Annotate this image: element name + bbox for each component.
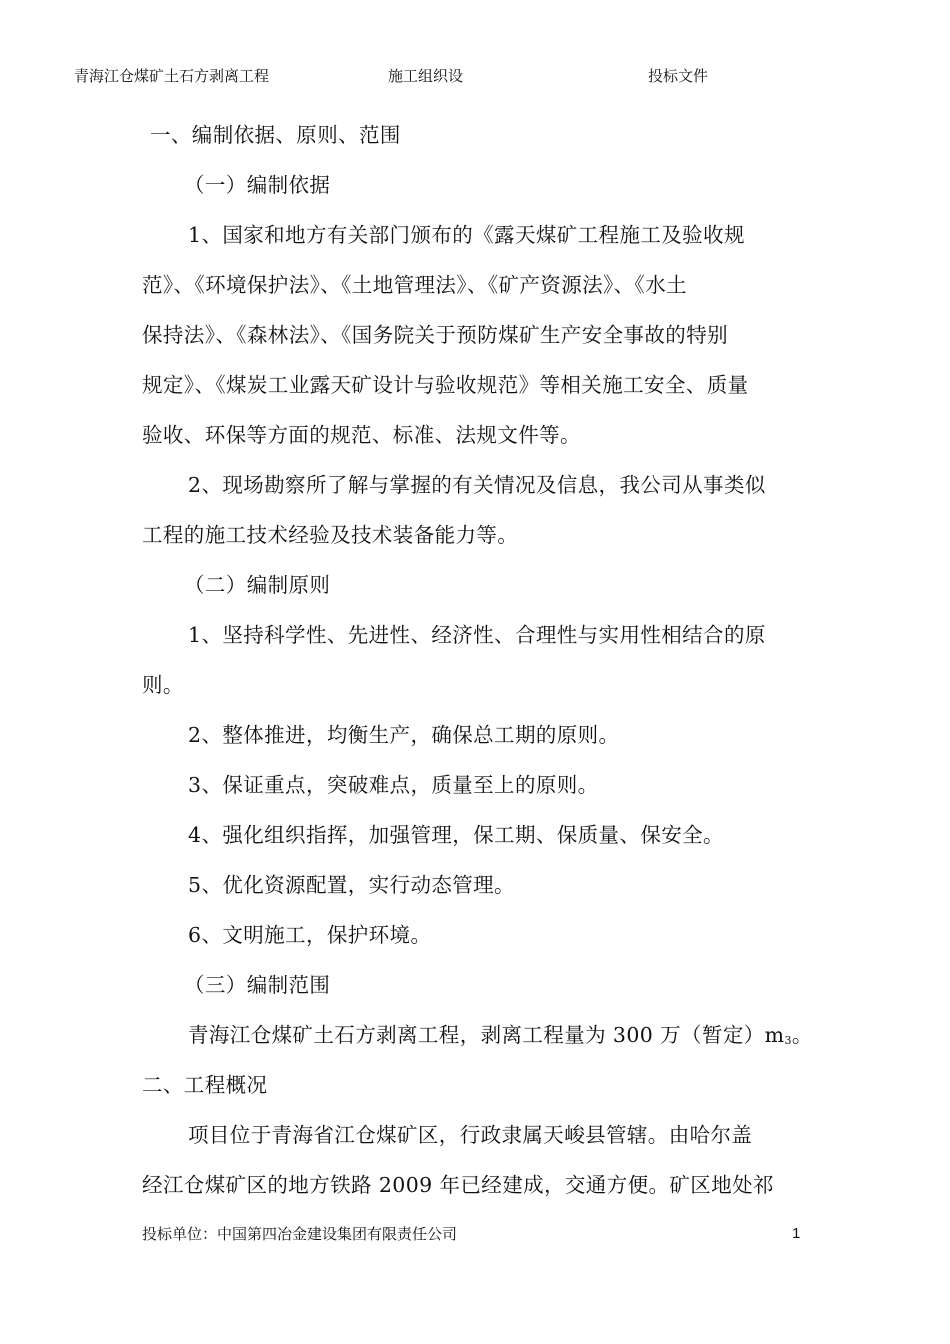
list-item: 4、强化组织指挥，加强管理，保工期、保质量、保安全。	[188, 823, 724, 847]
heading-1: 一、编制依据、原则、范围	[150, 123, 401, 147]
page-number: 1	[792, 1225, 801, 1242]
header-document-type: 投标文件	[648, 67, 709, 85]
section-title-principles: （二）编制原则	[184, 573, 331, 597]
paragraph-line: 2、现场勘察所了解与掌握的有关情况及信息，我公司从事类似	[188, 473, 766, 497]
section-title-scope: （三）编制范围	[184, 973, 331, 997]
paragraph-line: 项目位于青海省江仓煤矿区，行政隶属天峻县管辖。由哈尔盖	[188, 1123, 753, 1147]
list-item: 1、坚持科学性、先进性、经济性、合理性与实用性相结合的原	[188, 623, 766, 647]
list-item: 则。	[142, 673, 184, 697]
header-section-name: 施工组织设	[388, 67, 464, 85]
paragraph-line: 验收、环保等方面的规范、标准、法规文件等。	[142, 423, 581, 447]
paragraph-line: 保持法》、《森林法》、《国务院关于预防煤矿生产安全事故的特别	[142, 323, 728, 347]
footer-bidder: 投标单位：中国第四冶金建设集团有限责任公司	[142, 1225, 458, 1243]
list-item: 5、优化资源配置，实行动态管理。	[188, 873, 515, 897]
heading-2: 二、工程概况	[142, 1073, 268, 1097]
scope-end: 。	[791, 1023, 813, 1047]
list-item: 3、保证重点，突破难点，质量至上的原则。	[188, 773, 599, 797]
scope-text: 青海江仓煤矿土石方剥离工程，剥离工程量为 300 万（暂定）m	[188, 1023, 785, 1047]
paragraph-line: 规定》、《煤炭工业露天矿设计与验收规范》等相关施工安全、质量	[142, 373, 749, 397]
cubic-superscript: 3	[784, 1034, 792, 1047]
paragraph-line: 1、国家和地方有关部门颁布的《露天煤矿工程施工及验收规	[188, 223, 745, 247]
list-item: 6、文明施工，保护环境。	[188, 923, 432, 947]
list-item: 2、整体推进，均衡生产，确保总工期的原则。	[188, 723, 620, 747]
header-project-name: 青海江仓煤矿土石方剥离工程	[74, 67, 270, 85]
paragraph-line: 范》、《环境保护法》、《土地管理法》、《矿产资源法》、《水土	[142, 273, 687, 297]
paragraph-line: 工程的施工技术经验及技术装备能力等。	[142, 523, 519, 547]
section-title-basis: （一）编制依据	[184, 173, 331, 197]
scope-paragraph	[188, 1018, 813, 1048]
paragraph-line: 经江仓煤矿区的地方铁路 2009 年已经建成，交通方便。矿区地处祁	[142, 1173, 774, 1197]
